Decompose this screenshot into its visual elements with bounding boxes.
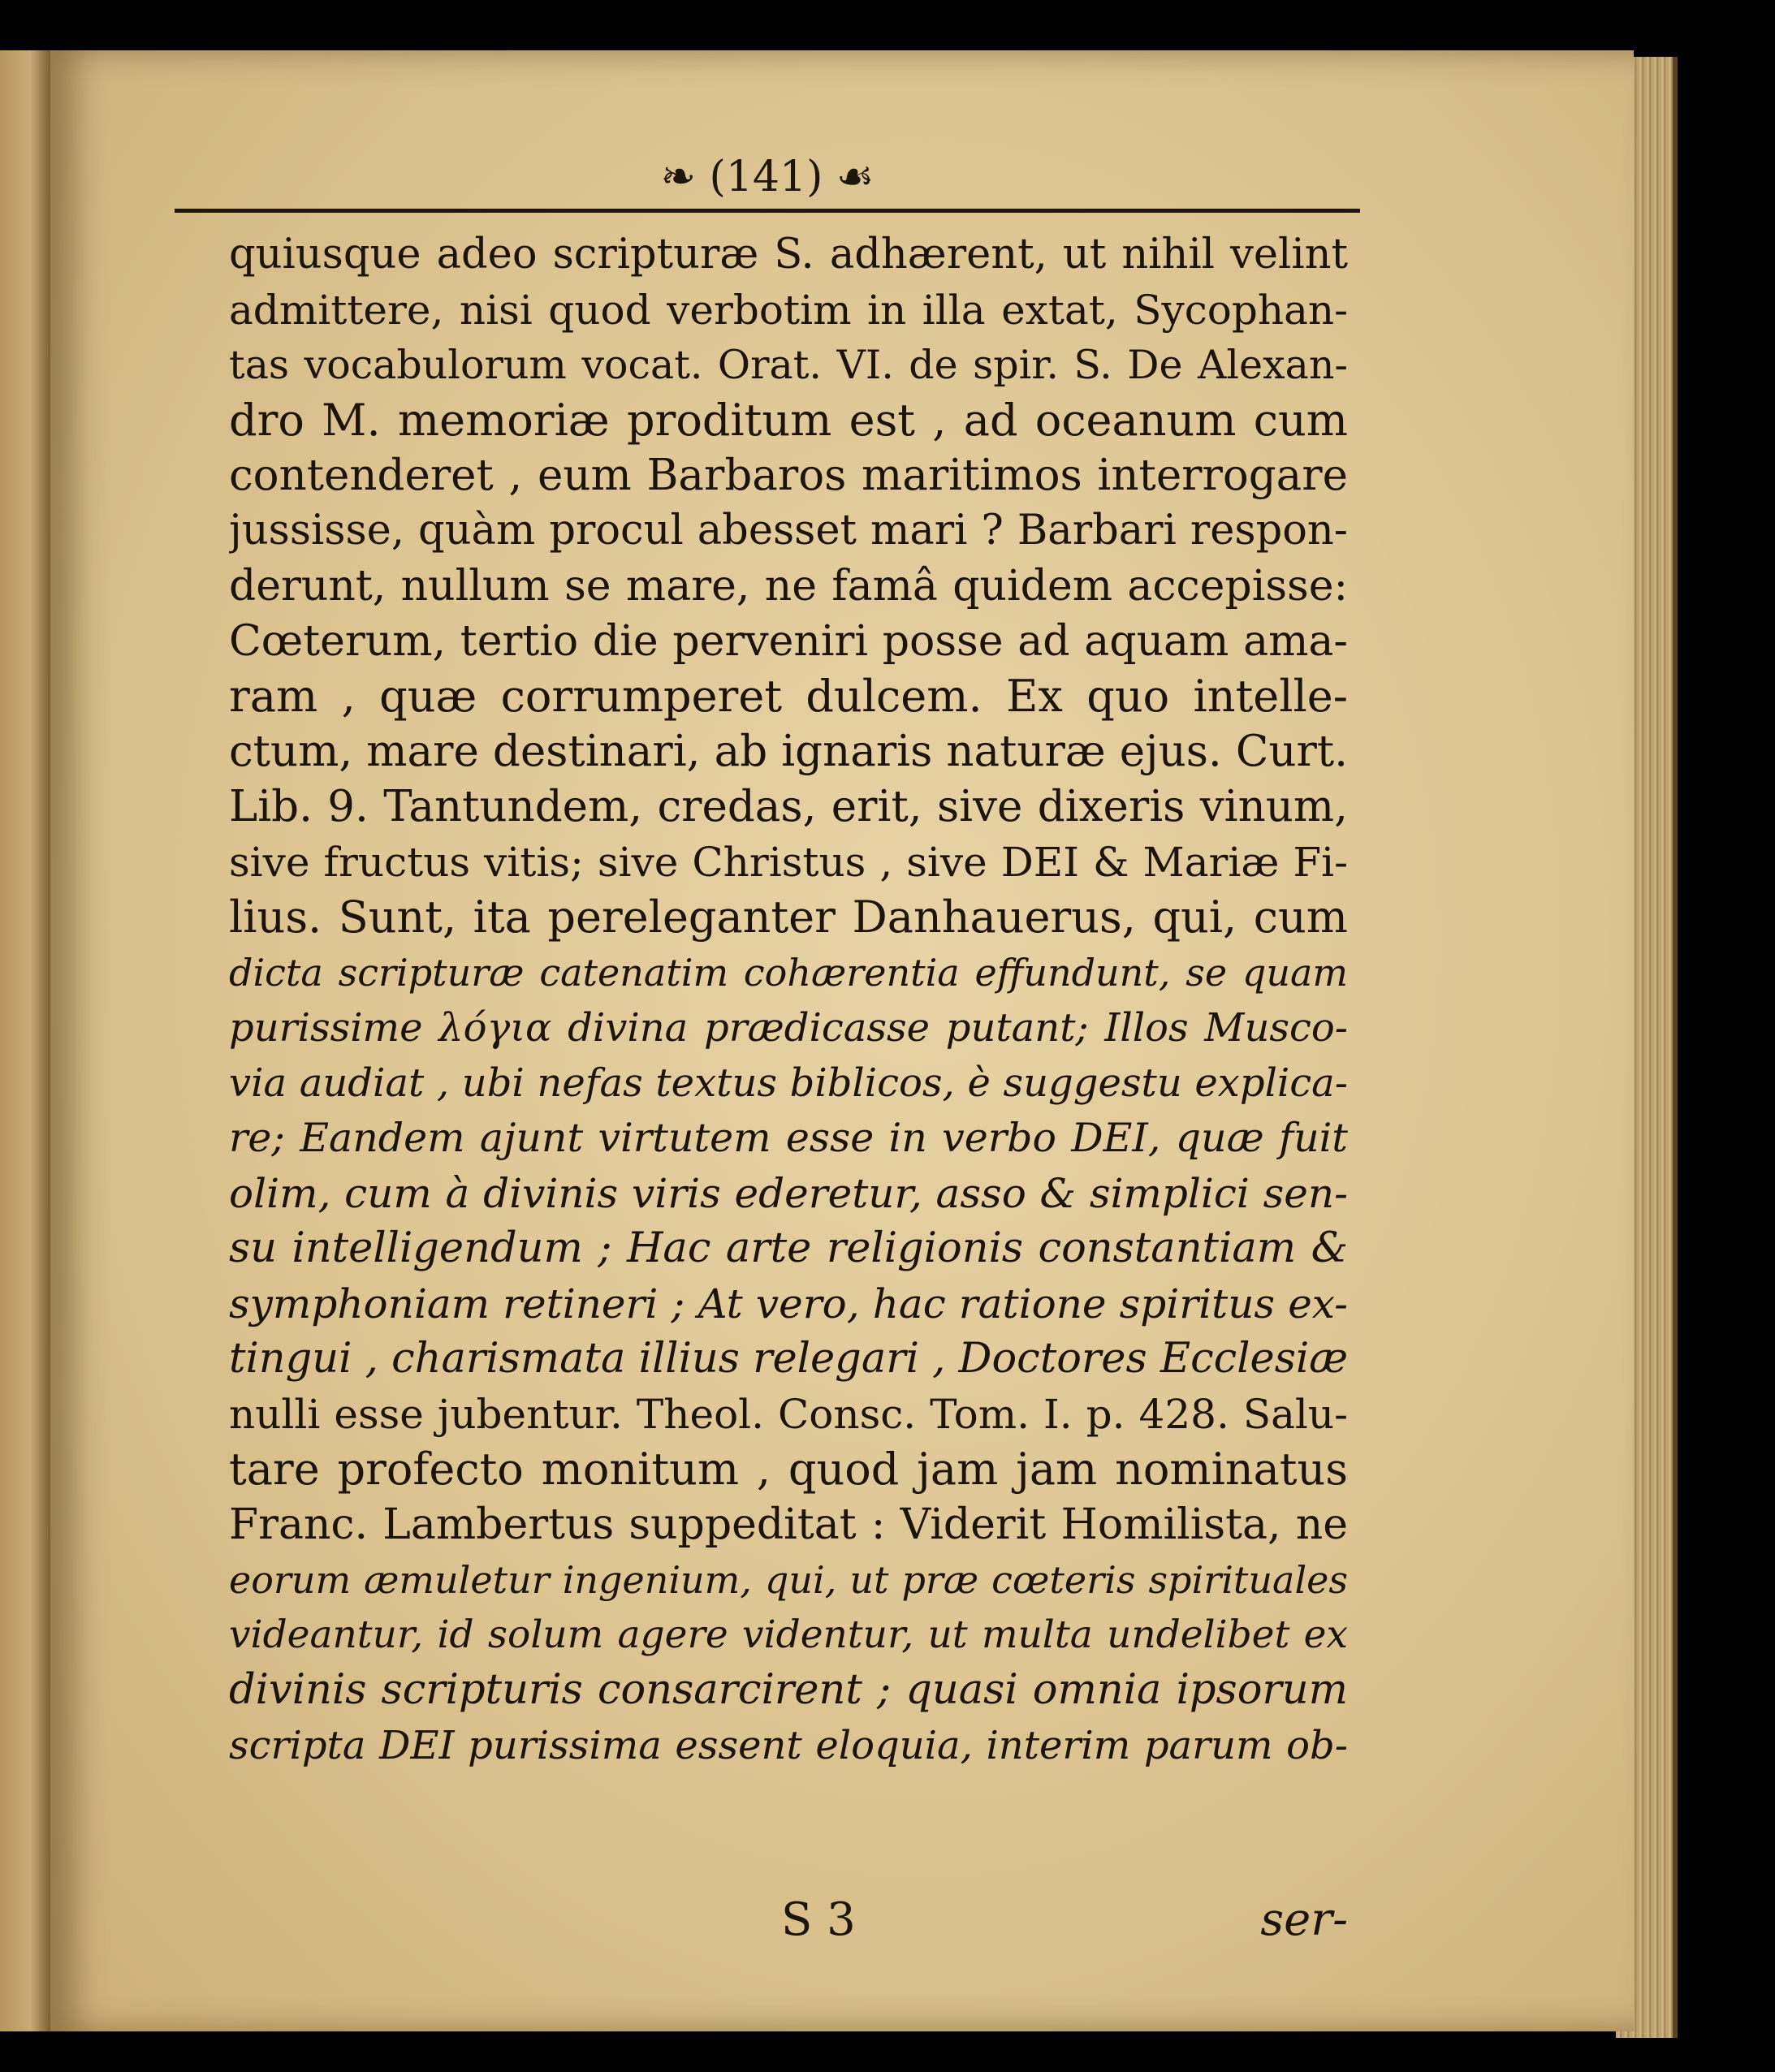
text-line: ctum, mare destinari, ab ignaris naturæ ejus. Curt. xyxy=(229,727,1348,776)
text-line: tingui , charismata illius relegari , Doctores Ecclesiæ xyxy=(229,1335,1348,1383)
text-line: tare profecto monitum , quod jam jam nominatus xyxy=(229,1444,1348,1495)
text-line: sive fructus vitis; sive Christus , sive DEI & Mariæ Fi- xyxy=(229,839,1348,886)
text-line: ram , quæ corrumperet dulcem. Ex quo intelle- xyxy=(229,671,1348,722)
text-line: contenderet , eum Barbaros maritimos interrogare xyxy=(229,451,1348,500)
text-line: admittere, nisi quod verbotim in illa extat, Sycophan- xyxy=(229,287,1348,334)
facing-page-edge xyxy=(0,50,50,2031)
header-rule xyxy=(175,209,1360,213)
text-line: nulli esse jubentur. Theol. Consc. Tom. I. p. 428. Salu- xyxy=(229,1391,1348,1438)
catchword: ser- xyxy=(1260,1893,1348,1946)
text-line: quiusque adeo scripturæ S. adhærent, ut nihil velint xyxy=(229,231,1348,278)
text-line: purissime λόγια divina prædicasse putant; Illos Musco- xyxy=(229,1005,1348,1051)
text-line: derunt, nullum se mare, ne famâ quidem accepisse: xyxy=(229,562,1348,611)
text-line: re; Eandem ajunt virtutem esse in verbo DEI, quæ fuit xyxy=(229,1115,1348,1161)
text-line: Lib. 9. Tantundem, credas, erit, sive dixeris vinum, xyxy=(229,782,1348,831)
text-line: dro M. memoriæ proditum est , ad oceanum cum xyxy=(229,395,1348,446)
text-line: su intelligendum ; Hac arte religionis constantiam & xyxy=(229,1224,1348,1272)
text-line: dicta scripturæ catenatim cohærentia effundunt, se quam xyxy=(229,951,1348,995)
page-header xyxy=(175,150,1360,220)
text-line: scripta DEI purissima essent eloquia, interim parum ob- xyxy=(229,1723,1348,1768)
text-line: jussisse, quàm procul abesset mari ? Barbari respon- xyxy=(229,507,1348,555)
page-number: ❧ (141) ☙ xyxy=(660,153,875,201)
text-line: divinis scripturis consarcirent ; quasi omnia ipsorum xyxy=(229,1666,1348,1714)
text-line: lius. Sunt, ita pereleganter Danhauerus, qui, cum xyxy=(229,891,1348,943)
text-line: videantur, id solum agere videntur, ut multa undelibet ex xyxy=(229,1612,1348,1657)
text-line: tas vocabulorum vocat. Orat. VI. de spir. S. De Alexan- xyxy=(229,342,1348,388)
text-line: via audiat , ubi nefas textus biblicos, è suggestu explica- xyxy=(229,1060,1348,1106)
text-line: eorum æmuletur ingenium, qui, ut præ cœteris spirituales xyxy=(229,1558,1348,1602)
text-line: Franc. Lambertus suppeditat : Viderit Homilista, ne xyxy=(229,1500,1348,1549)
page-footer xyxy=(229,1892,1348,1949)
text-line: symphoniam retineri ; At vero, hac ratione spiritus ex- xyxy=(229,1280,1348,1327)
text-body xyxy=(229,227,1348,1773)
text-line: olim, cum à divinis viris ederetur, asso & simplici sen- xyxy=(229,1170,1348,1217)
signature-mark: S 3 xyxy=(781,1893,856,1946)
text-line: Cœterum, tertio die perveniri posse ad aquam ama- xyxy=(229,617,1348,666)
